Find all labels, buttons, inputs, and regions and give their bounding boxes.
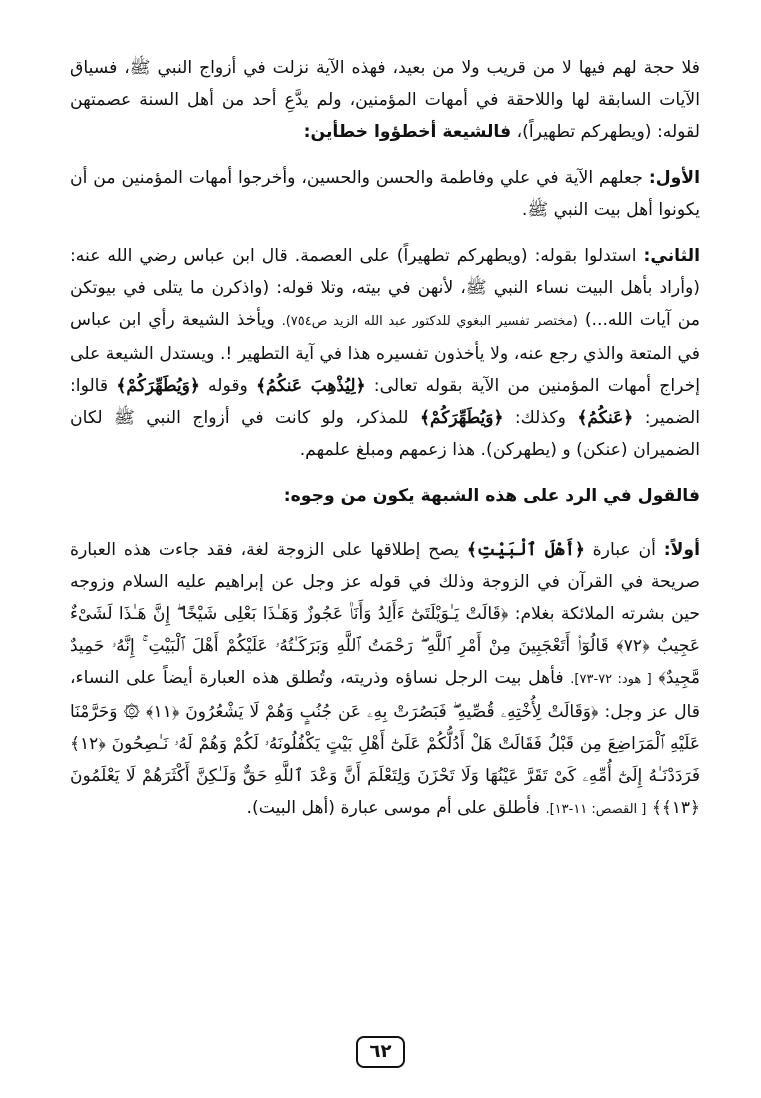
paragraph-intro — [70, 52, 700, 148]
page-body — [70, 52, 700, 840]
second-error-text-a: استدلوا بقوله: (ويطهركم تطهيراً) على العصمة. قال ابن عباس رضي الله عنه: (وأراد بأهل البيت نساء النبي ﷺ، لأنهن في بيته، وتلا قوله: (واذكرن ما يتلى في بيوتكن من آيات الله...) — [70, 246, 700, 330]
quran-quote-hud: ﴿قَالَتْ يَـٰوَيْلَتَىٰٓ ءَأَلِدُ وَأَنَا۠ عَجُوزٌ وَهَـٰذَا بَعْلِى شَيْخًا ۖ إِنَّ هَـٰذَا لَشَىْءٌ عَجِيبٌ ﴿٧٢﴾ قَالُوٓا۟ أَتَعْجَبِينَ مِنْ أَمْرِ ٱللَّهِ ۖ رَحْمَتُ ٱللَّهِ وَبَرَكَـٰتُهُۥ عَلَيْكُمْ أَهْلَ ٱلْبَيْتِ ۚ إِنَّهُۥ حَمِيدٌ مَّجِيدٌ﴾ — [70, 604, 701, 688]
page-number: ٦٢ — [356, 1036, 406, 1068]
first-point-label: أولاً: — [663, 540, 701, 560]
intro-text: فلا حجة لهم فيها لا من قريب ولا من بعيد، فهذه الآية نزلت في أزواج النبي ﷺ، فسياق الآيات السابقة لها واللاحقة في أمهات المؤمنين، ولم يدَّعِ أحد من أهل السنة عصمتهن لقوله: (ويطهركم تطهيراً)، — [70, 58, 700, 142]
reference-qasas: [ القصص: ١١-١٣]. — [545, 802, 647, 817]
first-error-text: جعلهم الآية في علي وفاطمة والحسن والحسين، وأخرجوا أمهات المؤمنين من أن يكونوا أهل بيت النبي ﷺ. — [70, 168, 700, 220]
quran-quote-qasas: ﴿وَقَالَتْ لِأُخْتِهِۦ قُصِّيهِ ۖ فَبَصُرَتْ بِهِۦ عَن جُنُبٍ وَهُمْ لَا يَشْعُرُونَ ﴿١١﴾ ۞ وَحَرَّمْنَا عَلَيْهِ ٱلْمَرَاضِعَ مِن قَبْلُ فَقَالَتْ هَلْ أَدُلُّكُمْ عَلَىٰٓ أَهْلِ بَيْتٍ يَكْفُلُونَهُۥ لَكُمْ وَهُمْ لَهُۥ نَـٰصِحُونَ ﴿١٢﴾ فَرَدَدْنَـٰهُ إِلَىٰٓ أُمِّهِۦ كَىْ تَقَرَّ عَيْنُهَا وَلَا تَحْزَنَ وَلِتَعْلَمَ أَنَّ وَعْدَ ٱللَّهِ حَقٌّ وَلَـٰكِنَّ أَكْثَرَهُمْ لَا يَعْلَمُونَ ﴿١٣﴾﴾ — [70, 702, 700, 818]
first-point-text-a: أن عبارة — [592, 540, 656, 560]
paragraph-first-error — [70, 162, 700, 226]
second-error-text-f: للمذكر، ولو كانت في أزواج النبي ﷺ لكان الضميران (عنكن) و (يطهركن). هذا زعمهم ومبلغ علمهم. — [70, 408, 700, 460]
first-point-text-b: يصح إطلاقها على الزوجة لغة، فقد جاءت هذه العبارة صريحة في القرآن في الزوجة وذلك في قوله عز وجل عن إبراهيم عليه السلام وزوجه حين بشرته الملائكة بغلام: — [70, 540, 700, 624]
paragraph-second-error — [70, 240, 700, 466]
second-error-text-e: وكذلك: — [514, 408, 566, 428]
second-error-label: الثاني: — [643, 246, 700, 266]
paragraph-first-point — [70, 534, 700, 826]
quran-quote-1: ﴿لِيُذْهِبَ عَنكُمُ﴾ — [256, 376, 366, 396]
quran-quote-3: ﴿عَنكُمُ﴾ — [577, 408, 634, 428]
first-error-label: الأول: — [648, 168, 700, 188]
page-footer — [0, 1036, 761, 1068]
first-point-text-c: فأهل بيت الرجل نساؤه وذريته، وتُطلق هذه العبارة أيضاً على النساء، قال عز وجل: — [70, 668, 701, 722]
second-error-text-c: وقوله — [208, 376, 248, 396]
reference-hud: [ هود: ٧٢-٧٣]. — [570, 672, 652, 687]
quran-quote-2: ﴿وَيُطَهِّرَكُمْ﴾ — [116, 376, 200, 396]
quran-quote-ahl-albayt: ﴿أَهْلَ ٱلْبَيْتِ﴾ — [466, 540, 585, 560]
quran-quote-4: ﴿وَيُطَهِّرَكُمْ﴾ — [419, 408, 504, 428]
first-point-text-d: فأطلق على أم موسى عبارة (أهل البيت). — [246, 798, 540, 818]
second-error-text-b: ويأخذ الشيعة رأي ابن عباس في المتعة والذي رجع عنه، ولا يأخذون تفسيره هذا في آية التطهير !. ويستدل الشيعة على إخراج أمهات المؤمنين من الآية بقوله تعالى: — [70, 310, 700, 396]
second-error-reference: (مختصر تفسير البغوي للدكتور عبد الله الزيد ص٧٥٤). — [281, 314, 578, 329]
second-error-text-d: قالوا: الضمير: — [70, 376, 701, 428]
intro-conclusion: فالشيعة أخطؤوا خطأين: — [303, 122, 512, 142]
section-heading: فالقول في الرد على هذه الشبهة يكون من وجوه: — [283, 486, 700, 506]
